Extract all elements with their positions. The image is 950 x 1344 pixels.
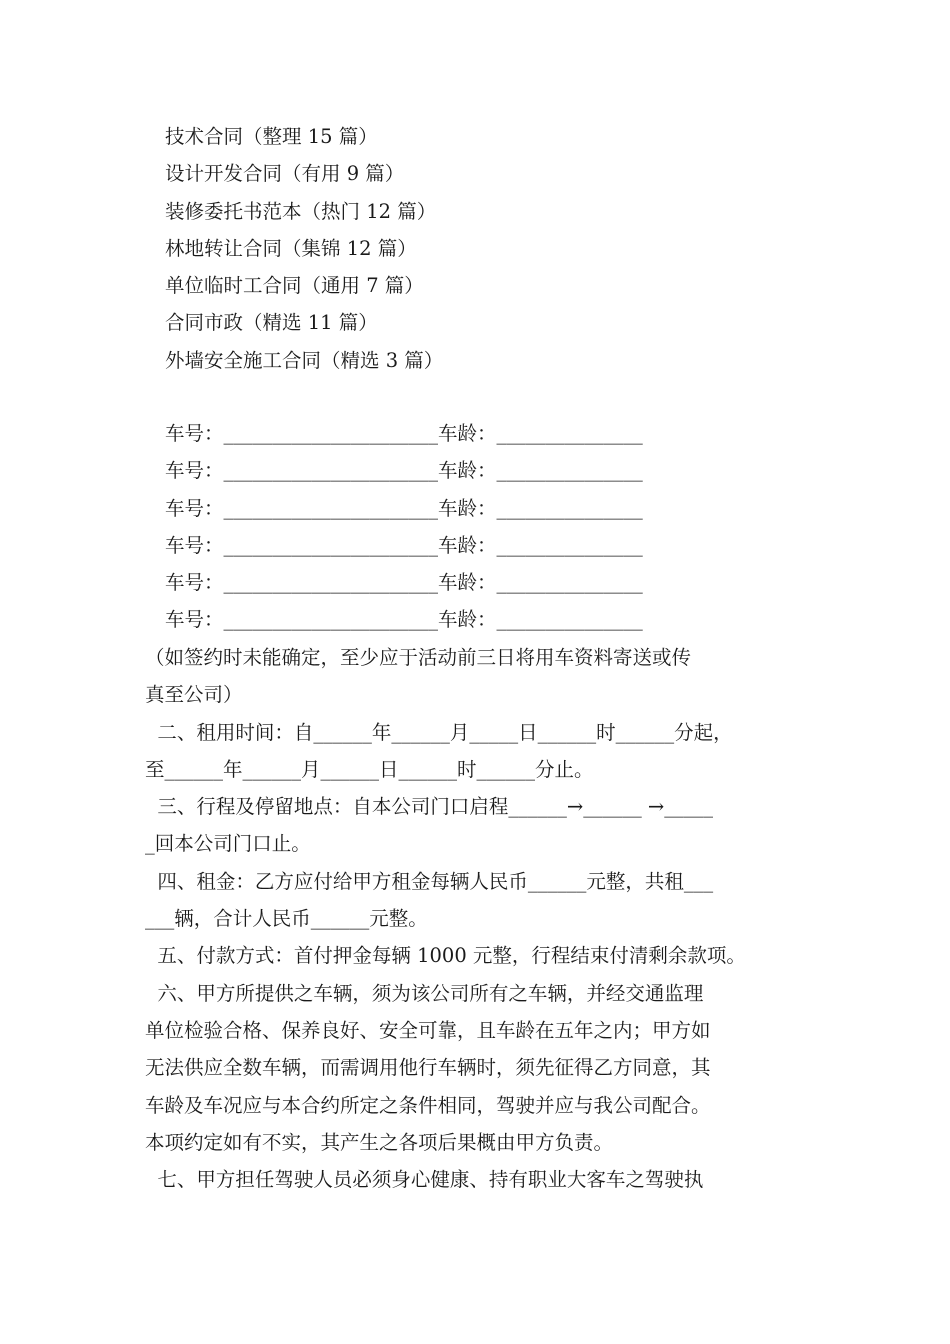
list-item[interactable]: 外墙安全施工合同（精选 3 篇） <box>165 348 444 372</box>
driver-clause: 七、甲方担任驾驶人员必须身心健康、持有职业大客车之驾驶执 <box>145 1168 704 1192</box>
rent-clause: 四、租金：乙方应付给甲方租金每辆人民币______元整，共租___ <box>145 869 714 893</box>
payment-clause: 五、付款方式：首付押金每辆 1000 元整，行程结束付清剩余款项。 <box>145 944 746 968</box>
vehicle-row: 车号：______________________车龄：_______________ <box>165 496 643 520</box>
vehicle-row: 车号：______________________车龄：_______________ <box>165 533 643 557</box>
vehicle-supply-clause: 六、甲方所提供之车辆，须为该公司所有之车辆，并经交通监理 <box>145 981 704 1005</box>
vehicle-supply-clause: 车龄及车况应与本合约所定之条件相同，驾驶并应与我公司配合。 <box>145 1093 711 1117</box>
itinerary-clause: _回本公司门口止。 <box>145 832 311 856</box>
vehicle-note-line: 真至公司） <box>145 683 243 707</box>
list-item[interactable]: 林地转让合同（集锦 12 篇） <box>165 236 417 260</box>
rental-period-clause: 二、租用时间：自______年______月_____日______时______分起， <box>145 720 733 744</box>
list-item[interactable]: 技术合同（整理 15 篇） <box>165 125 378 148</box>
contract-body <box>145 639 811 1198</box>
vehicle-row: 车号：______________________车龄：_______________ <box>165 459 643 483</box>
list-item[interactable]: 装修委托书范本（热门 12 篇） <box>165 199 437 223</box>
list-item[interactable]: 合同市政（精选 11 篇） <box>165 311 378 335</box>
vehicle-row: 车号：______________________车龄：_______________ <box>165 608 643 632</box>
vehicle-note-line: （如签约时未能确定，至少应于活动前三日将用车资料寄送或传 <box>145 646 692 669</box>
vehicle-info-form <box>165 415 643 639</box>
list-item[interactable]: 单位临时工合同（通用 7 篇） <box>165 274 424 298</box>
vehicle-supply-clause: 无法供应全数车辆，而需调用他行车辆时，须先征得乙方同意，其 <box>145 1056 711 1080</box>
vehicle-supply-clause: 单位检验合格、保养良好、安全可靠，且车龄在五年之内；甲方如 <box>145 1018 711 1042</box>
rental-period-clause: 至______年______月______日______时______分止。 <box>145 757 594 781</box>
list-item[interactable]: 设计开发合同（有用 9 篇） <box>165 162 405 186</box>
related-contracts-list <box>165 118 443 379</box>
vehicle-row: 车号：______________________车龄：_______________ <box>165 422 643 445</box>
itinerary-clause: 三、行程及停留地点：自本公司门口启程______→______ →_____ <box>145 795 714 819</box>
vehicle-row: 车号：______________________车龄：_______________ <box>165 571 643 595</box>
rent-clause: ___辆，合计人民币______元整。 <box>145 907 428 931</box>
vehicle-supply-clause: 本项约定如有不实，其产生之各项后果概由甲方负责。 <box>145 1130 614 1154</box>
